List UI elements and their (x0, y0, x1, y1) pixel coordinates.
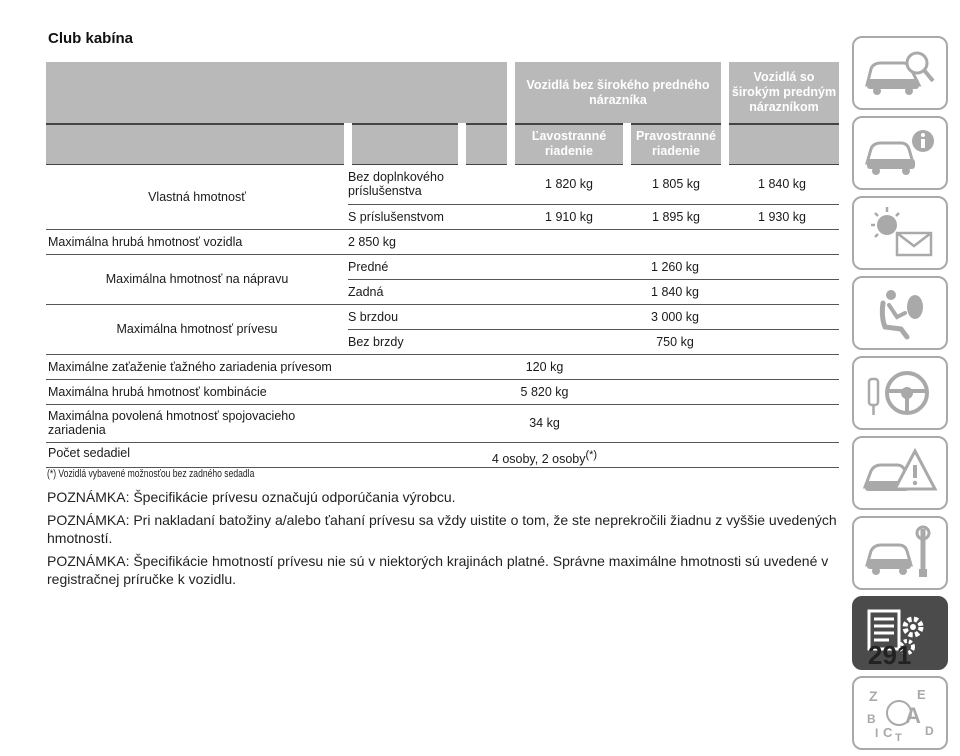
header-group-with-bumper: Vozidlá so širokým predným nárazníkom (725, 62, 839, 124)
table-row (46, 404, 839, 442)
nav-tab-car-search[interactable] (852, 36, 948, 110)
nav-tab-warning-lights[interactable] (852, 196, 948, 270)
subheader-blank-cell (46, 124, 348, 164)
value-cell: 3 000 kg (511, 304, 839, 329)
page-number: 291 (868, 640, 912, 670)
nav-tab-seat-airbag[interactable] (852, 276, 948, 350)
alphabet-index-icon (861, 683, 939, 743)
row-label-coupling: Maximálna povolená hmotnosť spojovacieho zariadenia (46, 404, 462, 442)
nav-tab-alphabet-index[interactable] (852, 676, 948, 750)
steering-key-icon (861, 363, 939, 423)
value-cell: 34 kg (462, 404, 627, 442)
nav-tab-car-wrench[interactable] (852, 516, 948, 590)
table-footnote: (*) Vozidlá vybavené možnosťou bez zadného sedadla (47, 468, 255, 480)
value-cell: 1 840 kg (725, 164, 839, 204)
sub-label: Bez doplnkového príslušenstva (348, 164, 511, 204)
seat-airbag-icon (861, 283, 939, 343)
header-group-without-bumper: Vozidlá bez širokého predného nárazníka (511, 62, 725, 124)
value-cell: 1 260 kg (511, 254, 839, 279)
value-cell: 1 820 kg (511, 164, 627, 204)
header-right-hand-drive: Pravostranné riadenie (627, 124, 725, 164)
index-letter: B (867, 712, 876, 726)
row-label-axle: Maximálna hmotnosť na nápravu (46, 254, 348, 304)
nav-tab-steering-key[interactable] (852, 356, 948, 430)
nav-tab-car-crash-warning[interactable] (852, 436, 948, 510)
index-letter: A (905, 703, 921, 728)
subheader-blank-cell (725, 124, 839, 164)
header-left-hand-drive: Ľavostranné riadenie (511, 124, 627, 164)
empty-cell (627, 404, 839, 442)
table-row (46, 354, 839, 379)
row-label-towbar-load: Maximálne zaťaženie ťažného zariadenia prívesom (46, 354, 462, 379)
subheader-blank-cell (462, 124, 511, 164)
sub-label: S brzdou (348, 304, 511, 329)
row-label-curb-weight: Vlastná hmotnosť (46, 164, 348, 229)
table-row (46, 229, 839, 254)
row-label-trailer: Maximálna hmotnosť prívesu (46, 304, 348, 354)
row-label-seats: Počet sedadiel (46, 442, 462, 467)
car-crash-warning-icon (861, 443, 939, 503)
table-subheader-row (46, 124, 839, 164)
table-row (46, 254, 839, 279)
table-row (46, 442, 839, 467)
value-cell: 1 895 kg (627, 204, 725, 229)
value-cell: 5 820 kg (462, 379, 627, 404)
table-header-row (46, 62, 839, 124)
notes (47, 488, 847, 593)
row-label-gvw: Maximálna hrubá hmotnosť vozidla (46, 229, 348, 254)
index-letter: D (925, 724, 934, 738)
seats-value: 4 osoby, 2 osoby (491, 452, 586, 467)
value-cell: 2 850 kg (348, 229, 839, 254)
car-wrench-icon (861, 523, 939, 583)
weights-table (46, 62, 839, 468)
table-row (46, 379, 839, 404)
index-letter: C (883, 725, 893, 740)
value-cell: 1 840 kg (511, 279, 839, 304)
footnote-mark: (*) (585, 448, 598, 461)
row-label-gcw: Maximálna hrubá hmotnosť kombinácie (46, 379, 462, 404)
value-cell: 750 kg (511, 329, 839, 354)
value-cell: 1 805 kg (627, 164, 725, 204)
table-row (46, 164, 839, 204)
empty-cell (627, 379, 839, 404)
index-letter: Z (869, 688, 878, 704)
sub-label: S príslušenstvom (348, 204, 511, 229)
value-cell: 1 930 kg (725, 204, 839, 229)
note-paragraph: POZNÁMKA: Špecifikácie prívesu označujú odporúčania výrobcu. (47, 489, 456, 505)
sub-label: Bez brzdy (348, 329, 511, 354)
page-title: Club kabína (48, 30, 134, 47)
value-cell: 1 910 kg (511, 204, 627, 229)
nav-tab-car-info[interactable] (852, 116, 948, 190)
car-info-icon (861, 123, 939, 183)
header-blank-cell (46, 62, 511, 124)
index-letter: E (917, 687, 926, 702)
subheader-blank-cell (348, 124, 462, 164)
empty-cell (627, 442, 839, 467)
sub-label: Zadná (348, 279, 511, 304)
sub-label: Predné (348, 254, 511, 279)
value-cell (462, 442, 627, 467)
warning-light-message-icon (861, 203, 939, 263)
empty-cell (627, 354, 839, 379)
index-letter: T (895, 732, 902, 743)
note-paragraph: POZNÁMKA: Pri nakladaní batožiny a/alebo ťahaní prívesu sa vždy uistite o tom, že ste neprekročili žiadnu z vyššie uvedených hmotností. (47, 512, 837, 546)
value-cell: 120 kg (462, 354, 627, 379)
table-row (46, 304, 839, 329)
car-search-icon (861, 43, 939, 103)
note-paragraph: POZNÁMKA: Špecifikácie hmotností prívesu nie sú v niektorých krajinách platné. Správne maximálne hmotnosti sú uvedené v registračnej príručke k vozidlu. (47, 553, 829, 587)
index-letter: I (875, 726, 879, 740)
